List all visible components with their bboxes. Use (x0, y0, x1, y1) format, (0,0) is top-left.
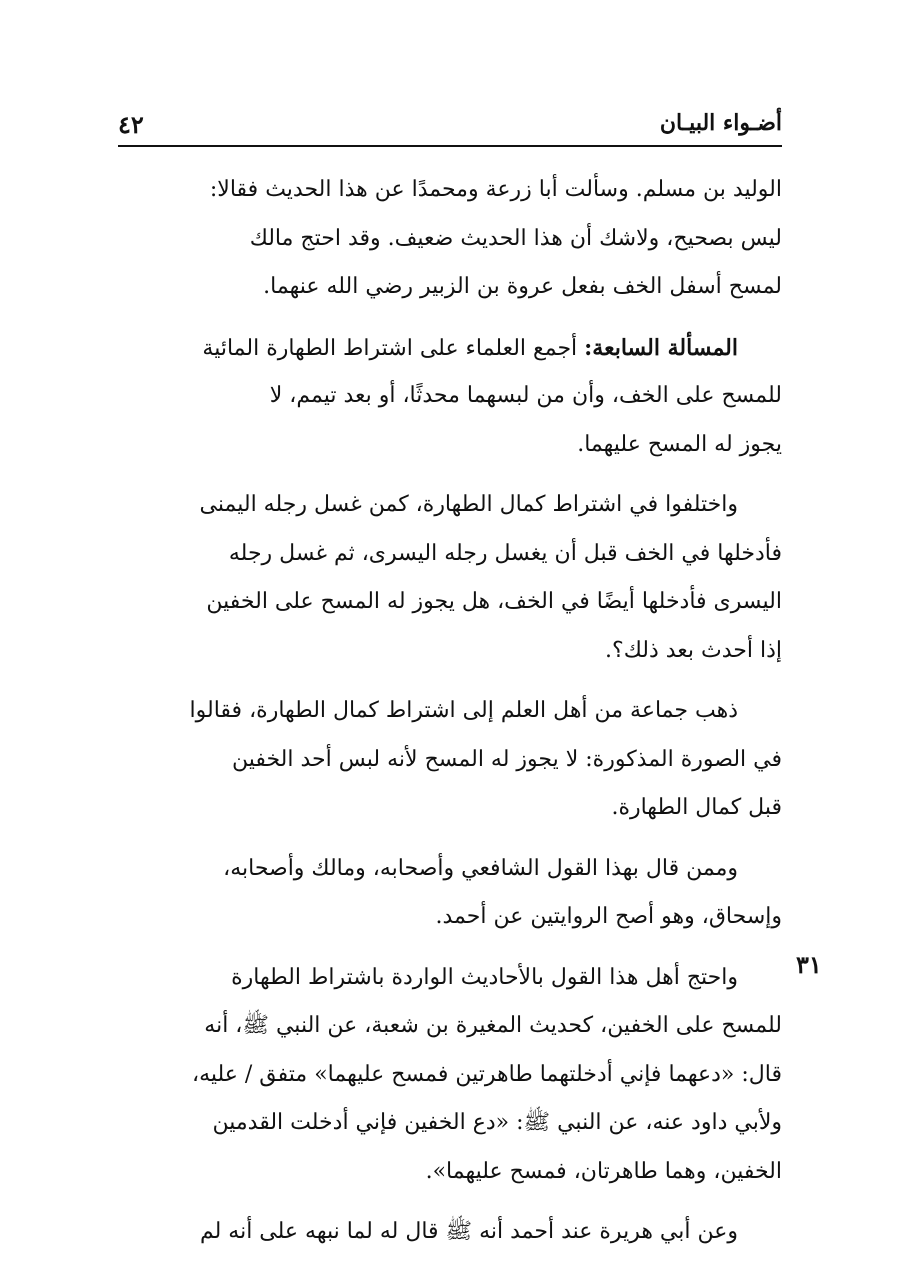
text-line: ولأبي داود عنه، عن النبي ﷺ: «دع الخفين فإني أدخلت القدمين (212, 1110, 782, 1135)
text-line: يجوز له المسح عليهما. (577, 431, 782, 457)
text-line: للمسح على الخف، وأن من لبسهما محدثًا، أو بعد تيمم، لا (269, 383, 782, 408)
paragraph-5 (118, 845, 782, 942)
paragraph-3 (118, 481, 782, 675)
text-line: الوليد بن مسلم. وسألت أبا زرعة ومحمدًا عن هذا الحديث فقالا: (209, 177, 782, 202)
text-line: إذا أحدث بعد ذلك؟. (605, 637, 782, 663)
page-number: ٤٢ (118, 110, 144, 139)
text-line: ليس بصحيح، ولاشك أن هذا الحديث ضعيف. وقد احتج مالك (249, 225, 782, 251)
paragraph-1 (118, 166, 782, 312)
page-header (118, 108, 782, 142)
paragraph-6 (118, 954, 782, 1197)
running-title: أضـواء البيـان (659, 110, 782, 136)
section-heading: المسألة السابعة: (584, 334, 738, 361)
text-line: واختلفوا في اشتراط كمال الطهارة، كمن غسل رجله اليمنى (199, 492, 738, 517)
text-line: وعن أبي هريرة عند أحمد أنه ﷺ قال له لما نبهه على أنه لم (199, 1219, 738, 1244)
text-line: قبل كمال الطهارة. (611, 795, 782, 820)
text-line: ذهب جماعة من أهل العلم إلى اشتراط كمال الطهارة، فقالوا (189, 698, 738, 723)
paragraph-4 (118, 687, 782, 833)
text-line: الخفين، وهما طاهرتان، فمسح عليهما». (425, 1158, 782, 1184)
text-line (118, 324, 782, 373)
text-line: فأدخلها في الخف قبل أن يغسل رجله اليسرى، ثم غسل رجله (228, 540, 782, 566)
text-line: اليسرى فأدخلها أيضًا في الخف، هل يجوز له المسح على الخفين (206, 589, 782, 614)
text-line: في الصورة المذكورة: لا يجوز له المسح لأنه لبس أحد الخفين (231, 746, 782, 772)
text-line: لمسح أسفل الخف بفعل عروة بن الزبير رضي الله عنهما. (263, 274, 782, 299)
text-line: واحتج أهل هذا القول بالأحاديث الواردة باشتراط الطهارة (231, 964, 738, 990)
text-line: وممن قال بهذا القول الشافعي وأصحابه، ومالك وأصحابه، (223, 855, 738, 881)
body-text (118, 166, 782, 1257)
text-line: وإسحاق، وهو أصح الروايتين عن أحمد. (435, 904, 782, 929)
text-line: للمسح على الخفين، كحديث المغيرة بن شعبة، عن النبي ﷺ، أنه (204, 1013, 782, 1038)
paragraph-2 (118, 324, 782, 470)
paragraph-7 (118, 1208, 782, 1257)
text-line: قال: «دعهما فإني أدخلتهما طاهرتين فمسح عليهما» متفق / عليه، (191, 1061, 782, 1087)
margin-page-reference: ٣١ (796, 950, 822, 979)
text-run: أجمع العلماء على اشتراط الطهارة المائية (202, 335, 585, 361)
header-rule (118, 145, 782, 147)
